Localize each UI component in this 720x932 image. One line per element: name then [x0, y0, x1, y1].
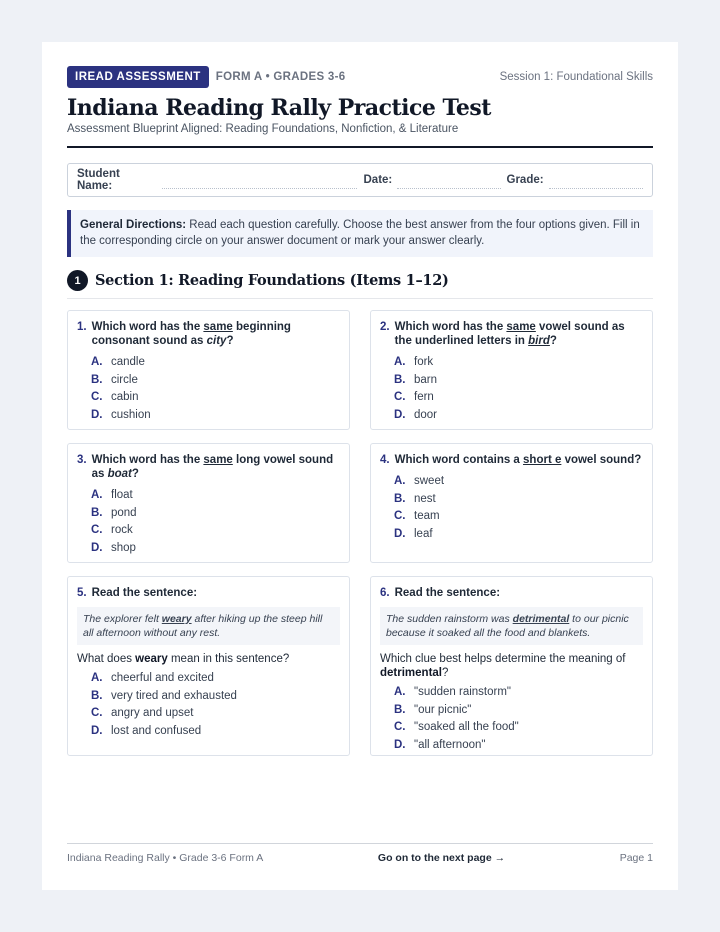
answer-options: [394, 354, 643, 424]
test-page: [42, 42, 678, 890]
answer-option[interactable]: A. sweet: [394, 475, 445, 487]
answer-option[interactable]: D. cushion: [91, 408, 151, 421]
question-card: [370, 443, 653, 563]
answer-option[interactable]: A. "sudden rainstorm": [394, 686, 512, 698]
answer-option[interactable]: B. very tired and exhausted: [91, 689, 237, 702]
header-row: [67, 66, 653, 88]
question-stem: 4. Which word contains a short e vowel sound?: [380, 454, 642, 466]
answer-option[interactable]: D. door: [394, 408, 438, 421]
directions-label: General Directions:: [80, 219, 187, 231]
answer-option[interactable]: D. shop: [91, 541, 136, 554]
answer-option[interactable]: D. leaf: [394, 527, 433, 540]
question-stem: [77, 586, 340, 600]
answer-option[interactable]: A. fork: [394, 356, 434, 368]
question-number: 5.: [77, 587, 87, 599]
page-footer: [67, 843, 653, 864]
header-rule: [67, 146, 653, 148]
answer-option[interactable]: A. candle: [91, 356, 145, 368]
vocab-word: weary: [161, 613, 192, 625]
question-grid: [67, 310, 653, 769]
question-stem: [380, 586, 643, 600]
question-lead: Read the sentence:: [91, 587, 198, 599]
session-label: Session 1: Foundational Skills: [499, 71, 653, 83]
date-label: Date:: [363, 174, 393, 186]
question-number: 2.: [380, 321, 390, 333]
page-subtitle: Assessment Blueprint Aligned: Reading Foundations, Nonfiction, & Literature: [67, 123, 459, 135]
question-stem: 2. Which word has the same vowel sound as the underlined letters in bird?: [380, 321, 625, 347]
date-field[interactable]: [397, 179, 500, 189]
answer-option[interactable]: C. rock: [91, 524, 133, 537]
answer-option[interactable]: C. team: [394, 510, 440, 523]
question-number: 4.: [380, 454, 390, 466]
answer-options: [394, 473, 643, 543]
directions-text: Read each question carefully. Choose the best answer from the four options given. Fill in the corresponding circle on your answer document or mark your answer clearly.: [80, 219, 640, 247]
page-number: Page 1: [619, 852, 653, 864]
target-word: bird: [528, 335, 550, 347]
question-card: [67, 443, 350, 563]
assessment-badge: IREAD ASSESSMENT: [67, 66, 209, 88]
answer-option[interactable]: D. "all afternoon": [394, 738, 486, 751]
student-info-box: [67, 163, 653, 197]
answer-option[interactable]: D. lost and confused: [91, 724, 202, 737]
grade-field[interactable]: [549, 179, 643, 189]
question-stem: 1. Which word has the same beginning consonant sound as city?: [77, 321, 291, 347]
question-card: [67, 310, 350, 430]
answer-option[interactable]: B. circle: [91, 373, 138, 386]
answer-options: [394, 684, 643, 754]
answer-option[interactable]: C. angry and upset: [91, 707, 194, 720]
question-number: 3.: [77, 454, 87, 466]
question-lead: Read the sentence:: [394, 587, 501, 599]
next-page-link[interactable]: Go on to the next page →: [377, 852, 506, 864]
section-title: Section 1: Reading Foundations (Items 1–12): [95, 272, 449, 289]
answer-option[interactable]: A. cheerful and excited: [91, 672, 214, 684]
question-card: [67, 576, 350, 756]
question-prompt: What does weary mean in this sentence?: [77, 653, 290, 665]
student-name-field[interactable]: [162, 179, 357, 189]
page-title: Indiana Reading Rally Practice Test: [67, 95, 491, 121]
question-stem: 3. Which word has the same long vowel sound as boat?: [77, 454, 334, 480]
answer-option[interactable]: B. barn: [394, 373, 438, 386]
general-directions: [67, 210, 653, 257]
answer-option[interactable]: C. cabin: [91, 391, 139, 404]
answer-options: [91, 354, 340, 424]
answer-option[interactable]: B. nest: [394, 492, 436, 505]
grade-label: Grade:: [506, 174, 544, 186]
question-card: [370, 310, 653, 430]
passage-sentence: The explorer felt weary after hiking up the steep hill all afternoon without any rest.: [77, 607, 340, 645]
answer-options: [91, 670, 340, 740]
target-word: city: [206, 335, 227, 347]
answer-option[interactable]: C. "soaked all the food": [394, 721, 519, 734]
section-header: [67, 270, 653, 299]
vocab-word: detrimental: [512, 613, 570, 625]
underlined-word: same: [203, 321, 233, 333]
underlined-word: same: [506, 321, 536, 333]
answer-option[interactable]: A. float: [91, 489, 133, 501]
answer-options: [91, 487, 340, 557]
passage-sentence: The sudden rainstorm was detrimental to our picnic because it soaked all the food and blankets.: [380, 607, 643, 645]
target-word: boat: [107, 468, 132, 480]
question-card: [370, 576, 653, 756]
underlined-word: short e: [523, 454, 562, 466]
question-prompt: Which clue best helps determine the meaning of detrimental?: [380, 653, 626, 679]
question-number: 6.: [380, 587, 390, 599]
answer-option[interactable]: B. "our picnic": [394, 703, 472, 716]
answer-option[interactable]: B. pond: [91, 506, 137, 519]
underlined-word: same: [203, 454, 233, 466]
question-number: 1.: [77, 321, 87, 333]
footer-left: Indiana Reading Rally • Grade 3-6 Form A: [67, 852, 264, 864]
section-number-badge: 1: [67, 270, 88, 291]
student-name-label: Student Name:: [77, 168, 120, 192]
answer-option[interactable]: C. fern: [394, 391, 434, 404]
form-label: FORM A • GRADES 3-6: [215, 71, 346, 83]
